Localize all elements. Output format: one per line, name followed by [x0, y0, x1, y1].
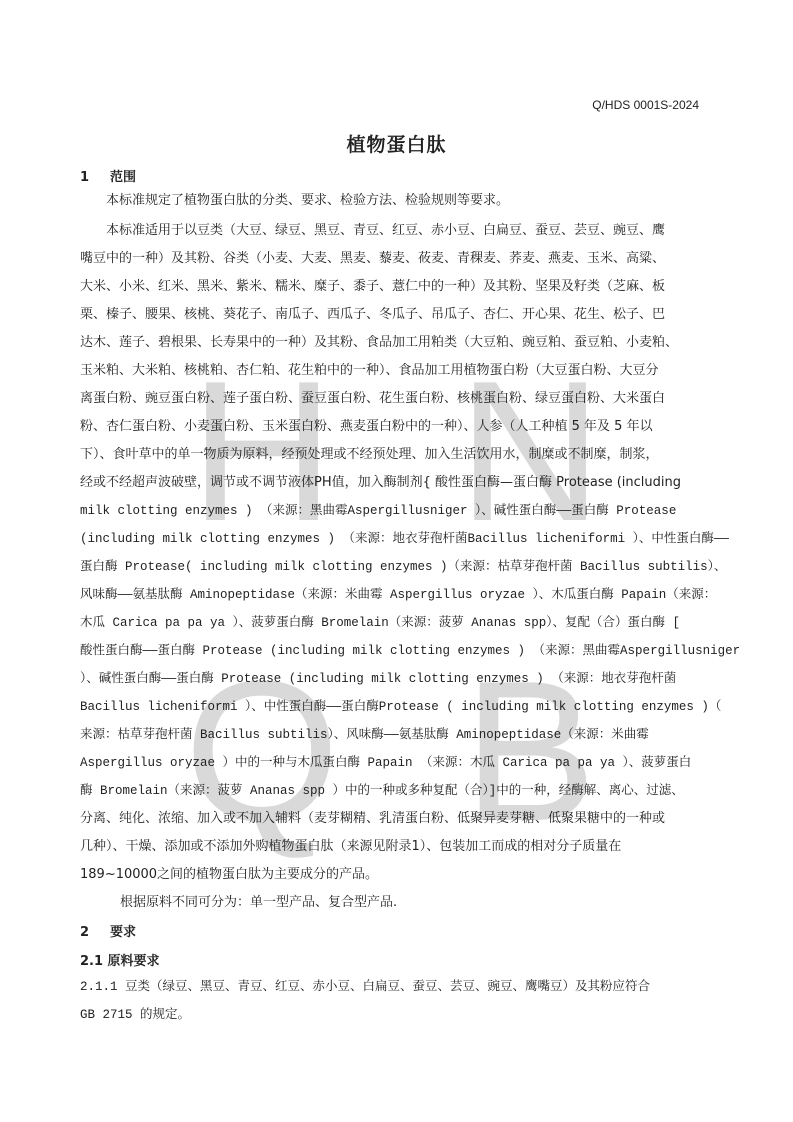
- body-line: 栗、榛子、腰果、核桃、葵花子、南瓜子、西瓜子、冬瓜子、吊瓜子、杏仁、开心果、花生、松子、巴: [80, 307, 666, 322]
- body-line: ）、碱性蛋白酶——蛋白酶 Protease (including milk clotting enzymes ) （来源：地衣芽孢杆菌: [80, 672, 677, 686]
- body-line: 粉、杏仁蛋白粉、小麦蛋白粉、玉米蛋白粉、燕麦蛋白粉中的一种）、人参（人工种植 5 年及 5 年以: [80, 419, 653, 434]
- body-line: (including milk clotting enzymes ) （来源：地衣芽孢杆菌Bacillus licheniformi ）、中性蛋白酶——: [80, 532, 729, 546]
- section-1-heading: [80, 166, 136, 185]
- section-2-1-heading: 2.1 原料要求: [80, 954, 160, 969]
- clause-line: GB 2715 的规定。: [80, 1008, 191, 1022]
- section-number: 1: [80, 170, 90, 185]
- body-line: 本标准规定了植物蛋白肽的分类、要求、检验方法、检验规则等要求。: [106, 193, 510, 208]
- body-line: milk clotting enzymes ) （来源：黑曲霉Aspergillusniger ）、碱性蛋白酶——蛋白酶 Protease: [80, 504, 677, 518]
- body-line: 大米、小米、红米、黑米、紫米、糯米、糜子、黍子、薏仁中的一种）及其粉、坚果及籽类（芝麻、板: [80, 279, 666, 294]
- watermark-letter-b: B: [463, 640, 597, 863]
- body-line: 玉米粕、大米粕、核桃粕、杏仁粕、花生粕中的一种）、食品加工用植物蛋白粉（大豆蛋白粉、大豆分: [80, 363, 659, 378]
- body-line: Bacillus licheniformi ）、中性蛋白酶——蛋白酶Protease ( including milk clotting enzymes )（: [80, 700, 722, 714]
- clause-line: 2.1.1 豆类（绿豆、黑豆、青豆、红豆、赤小豆、白扁豆、蚕豆、芸豆、豌豆、鹰嘴豆）及其粉应符合: [80, 980, 651, 994]
- watermark-letter-h: H: [189, 340, 335, 563]
- body-line: 分离、纯化、浓缩、加入或不加入辅料（麦芽糊精、乳清蛋白粉、低聚异麦芽糖、低聚果糖中的一种或: [80, 811, 666, 826]
- body-line: 酸性蛋白酶——蛋白酶 Protease (including milk clotting enzymes ) （来源：黑曲霉Aspergillusniger: [80, 644, 741, 658]
- section-title: 要求: [110, 925, 137, 940]
- body-line: 嘴豆中的一种）及其粉、谷类（小麦、大麦、黑麦、藜麦、莜麦、青稞麦、荞麦、燕麦、玉米、高粱、: [80, 251, 666, 266]
- body-line: 离蛋白粉、豌豆蛋白粉、莲子蛋白粉、蚕豆蛋白粉、花生蛋白粉、核桃蛋白粉、绿豆蛋白粉、大米蛋白: [80, 391, 666, 406]
- section-2-heading: [80, 921, 136, 940]
- body-line: Aspergillus oryzae ）中的一种与木瓜蛋白酶 Papain （来源：木瓜 Carica pa pa ya ）、菠萝蛋白: [80, 756, 692, 770]
- document-title: 植物蛋白肽: [346, 134, 447, 156]
- body-line: 来源：枯草芽孢杆菌 Bacillus subtilis）、风味酶——氨基肽酶 Aminopeptidase（来源：米曲霉: [80, 728, 649, 742]
- standard-code: Q/HDS 0001S-2024: [592, 98, 699, 112]
- body-line: 几种）、干燥、添加或不添加外购植物蛋白肽（来源见附录1）、包装加工而成的相对分子质量在: [80, 839, 622, 854]
- body-line: 189~10000之间的植物蛋白肽为主要成分的产品。: [80, 867, 379, 882]
- section-title: 范围: [110, 170, 137, 185]
- section-number: 2: [80, 925, 90, 940]
- watermark-letter-n: N: [457, 340, 603, 563]
- body-line: 经或不经超声波破壁，调节或不调节液体PH值，加入酶制剂{ 酸性蛋白酶—蛋白酶 Protease (including: [80, 475, 682, 490]
- body-line: 风味酶——氨基肽酶 Aminopeptidase（来源：米曲霉 Aspergillus oryzae ）、木瓜蛋白酶 Papain（来源：: [80, 588, 717, 602]
- body-line: 本标准适用于以豆类（大豆、绿豆、黑豆、青豆、红豆、赤小豆、白扁豆、蚕豆、芸豆、豌豆、鹰: [106, 223, 666, 238]
- body-line: 酶 Bromelain（来源：菠萝 Ananas spp ）中的一种或多种复配（合）]中的一种，经酶解、离心、过滤、: [80, 784, 684, 798]
- watermark-letter-q: Q: [184, 640, 340, 863]
- body-line: 蛋白酶 Protease( including milk clotting enzymes )（来源：枯草芽孢杆菌 Bacillus subtilis）、: [80, 560, 727, 574]
- body-line: 达木、莲子、碧根果、长寿果中的一种）及其粉、食品加工用粕类（大豆粕、豌豆粕、蚕豆粕、小麦粕、: [80, 335, 679, 350]
- body-line: 根据原料不同可分为：单一型产品、复合型产品.: [120, 895, 398, 910]
- body-line: 木瓜 Carica pa pa ya ）、菠萝蛋白酶 Bromelain（来源：菠萝 Ananas spp）、复配（合）蛋白酶 [: [80, 616, 681, 630]
- body-line: 下）、食叶草中的单一物质为原料，经预处理或不经预处理、加入生活饮用水，制糜或不制糜，制浆，: [80, 447, 659, 462]
